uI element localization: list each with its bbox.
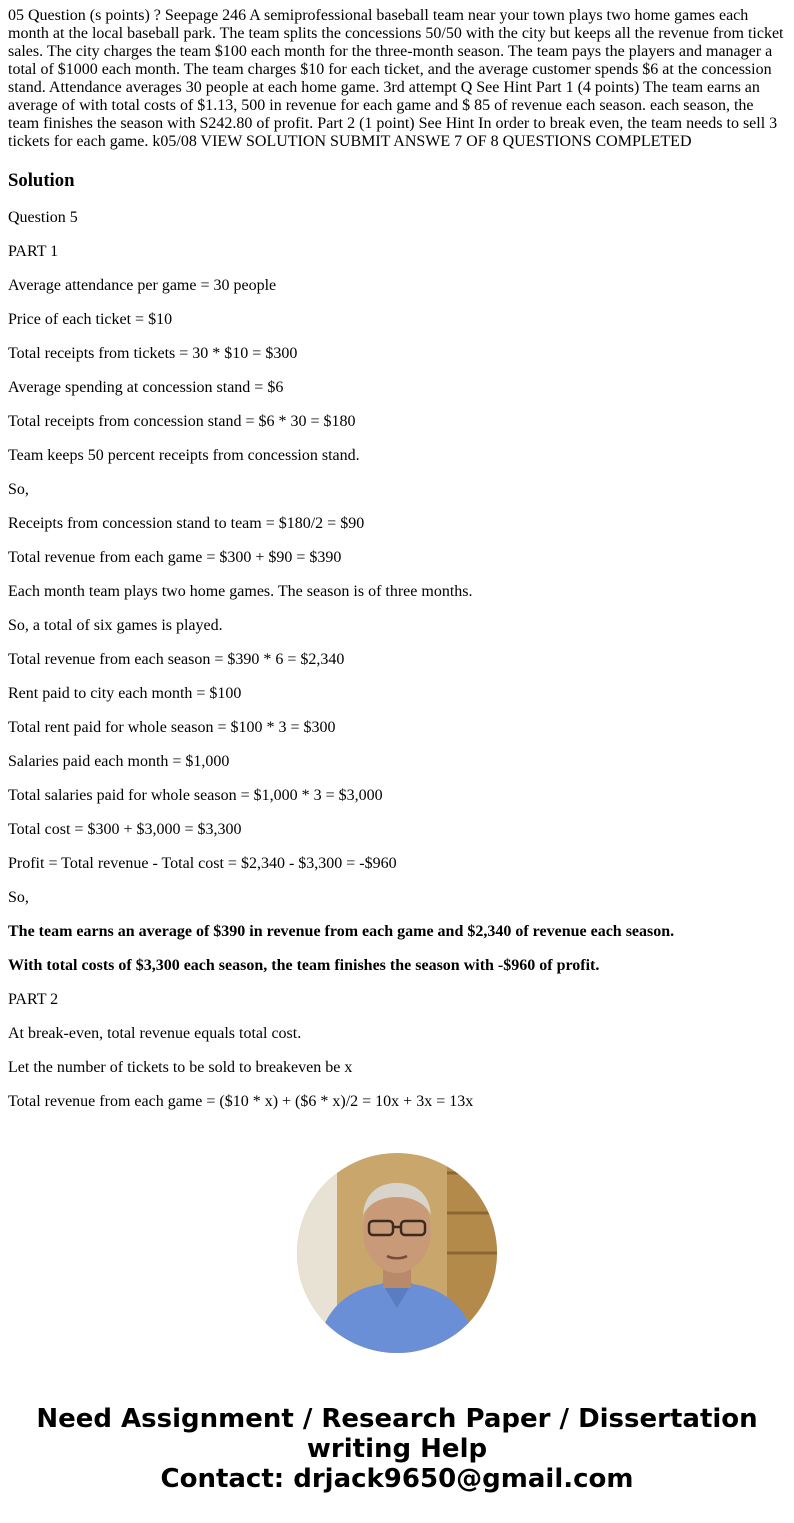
step-ticket-price: Price of each ticket = $10	[8, 311, 173, 328]
step-total-cost: Total cost = $300 + $3,000 = $3,300	[8, 821, 242, 838]
solution-page	[8, 7, 786, 1110]
promo-contact: Contact: drjack9650@gmail.com	[160, 1464, 634, 1494]
step-ticket-receipts: Total receipts from tickets = 30 * $10 = $300	[8, 345, 298, 362]
step-part-1-heading: PART 1	[8, 243, 59, 260]
step-so: So,	[8, 481, 29, 498]
author-portrait	[297, 1153, 497, 1353]
answer-revenue-summary: The team earns an average of $390 in revenue from each game and $2,340 of revenue each season.	[8, 923, 675, 940]
promo-banner	[0, 1404, 794, 1494]
step-concession-split: Team keeps 50 percent receipts from concession stand.	[8, 447, 360, 464]
step-attendance: Average attendance per game = 30 people	[8, 277, 277, 294]
step-profit: Profit = Total revenue - Total cost = $2,340 - $3,300 = -$960	[8, 855, 397, 872]
step-so-2: So,	[8, 889, 29, 906]
step-season-revenue: Total revenue from each season = $390 * 6 = $2,340	[8, 651, 345, 668]
step-question-number: Question 5	[8, 209, 78, 226]
step-let-x: Let the number of tickets to be sold to breakeven be x	[8, 1059, 353, 1076]
step-revenue-per-game: Total revenue from each game = $300 + $90 = $390	[8, 549, 342, 566]
solution-heading: Solution	[8, 170, 75, 191]
step-part-2-heading: PART 2	[8, 991, 59, 1008]
step-revenue-equation: Total revenue from each game = ($10 * x) + ($6 * x)/2 = 10x + 3x = 13x	[8, 1093, 474, 1110]
step-concession-spending: Average spending at concession stand = $6	[8, 379, 284, 396]
step-concession-receipts: Total receipts from concession stand = $6 * 30 = $180	[8, 413, 356, 430]
question-text: 05 Question (s points) ? Seepage 246 A semiprofessional baseball team near your town plays two home games each month at the local baseball park. The team splits the concessions 50/50 with the city but keeps all the revenue from ticket sales. The city charges the team $100 each month for the three-month season. The team pays the players and manager a total of $1000 each month. The team charges $10 for each ticket, and the average customer spends $6 at the concession stand. Attendance averages 30 people at each home game. 3rd attempt Q See Hint Part 1 (4 points) The team earns an average of with total costs of $1.13, 500 in revenue for each game and $ 85 of revenue each season. each season, the team finishes the season with S242.80 of profit. Part 2 (1 point) See Hint In order to break even, the team needs to sell 3 tickets for each game. k05/08 VIEW SOLUTION SUBMIT ANSWE 7 OF 8 QUESTIONS COMPLETED	[8, 7, 784, 150]
solution-steps	[8, 209, 786, 1127]
step-break-even-definition: At break-even, total revenue equals total cost.	[8, 1025, 302, 1042]
step-total-games: So, a total of six games is played.	[8, 617, 223, 634]
step-monthly-salaries: Salaries paid each month = $1,000	[8, 753, 230, 770]
step-season-salaries: Total salaries paid for whole season = $1,000 * 3 = $3,000	[8, 787, 383, 804]
answer-profit-summary: With total costs of $3,300 each season, the team finishes the season with -$960 of profit.	[8, 957, 600, 974]
step-season-rent: Total rent paid for whole season = $100 * 3 = $300	[8, 719, 336, 736]
step-concession-to-team: Receipts from concession stand to team = $180/2 = $90	[8, 515, 365, 532]
step-monthly-rent: Rent paid to city each month = $100	[8, 685, 242, 702]
step-games-per-month: Each month team plays two home games. The season is of three months.	[8, 583, 473, 600]
author-avatar	[297, 1153, 497, 1353]
promo-line-2: writing Help	[306, 1434, 488, 1464]
promo-line-1: Need Assignment / Research Paper / Dissertation	[36, 1404, 758, 1434]
